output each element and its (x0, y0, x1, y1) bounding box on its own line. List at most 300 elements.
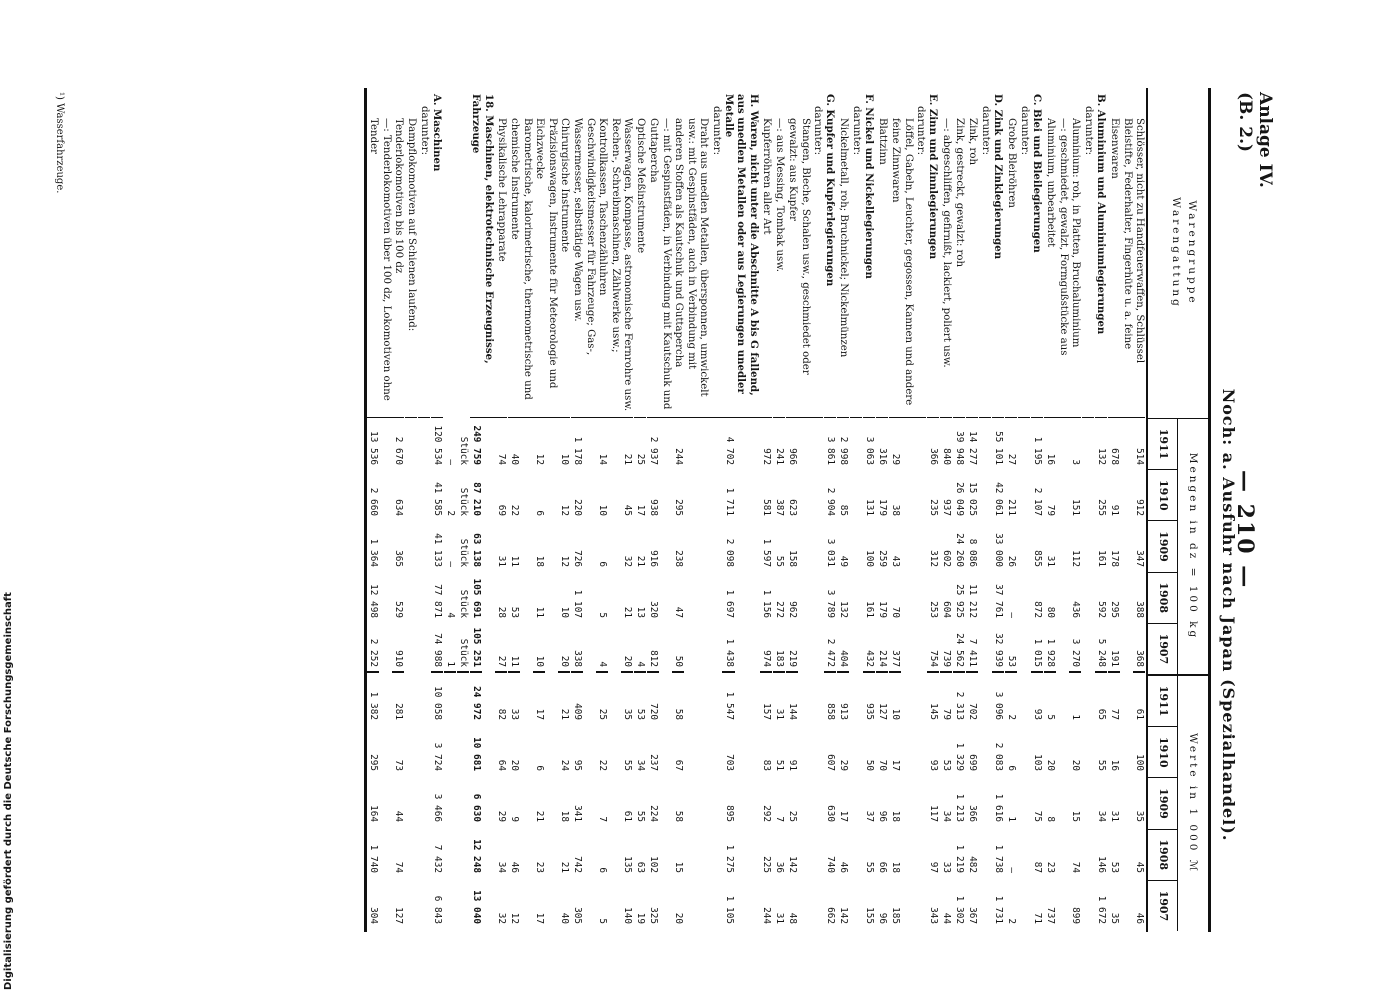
value-cell: 145 (928, 703, 940, 720)
row-label: Geschwindigkeitsmesser für Fahrzeuge; Gas-, Wassermesser, selbsttätige Wagen usw. (571, 88, 596, 418)
value-cell: 35 (1109, 912, 1121, 924)
quantity-cell: 49 (838, 555, 850, 567)
quantity-cell: 33 000 (993, 533, 1005, 567)
table-row (710, 88, 723, 932)
quantity-cell: 404 (837, 622, 850, 673)
value-cell: 35 (1134, 810, 1146, 822)
quantity-cell: 183 (773, 622, 786, 673)
quantity-cell: 43 (890, 555, 902, 567)
row-label: Präzisionswagen, Instrumente für Meteorologie und Eichzwecke (533, 88, 558, 418)
value-cell: 93 (928, 759, 940, 771)
quantity-cell: 87 210 (471, 482, 483, 516)
value-cell: 50 (864, 759, 876, 771)
value-cell: 135 (622, 856, 634, 873)
quantity-cell: 3 031 (825, 538, 837, 567)
row-label: G. Kupfer und Kupferlegierungen (824, 88, 837, 418)
row-label: C. Blei und Bleilegierungen (1031, 88, 1044, 418)
table-row (1082, 88, 1095, 932)
row-label: darunter: (979, 88, 992, 418)
value-cell: 720 (648, 703, 660, 720)
quantity-cell: 4 (596, 622, 609, 673)
quantity-cell: 91 (1109, 504, 1121, 516)
quantity-cell: 74 (496, 453, 508, 465)
value-cell: 24 (559, 759, 571, 771)
table-row (760, 88, 773, 932)
value-cell: 1 382 (368, 691, 380, 720)
value-cell: 146 (1096, 856, 1108, 873)
value-cell: 24 972 (471, 686, 483, 720)
quantity-cell: 17 (635, 504, 647, 516)
quantity-cell: 529 (393, 601, 405, 618)
table-row (367, 88, 392, 932)
value-cell: 2 083 (993, 742, 1005, 771)
value-cell: 75 (1032, 810, 1044, 822)
value-cell: 63 (635, 861, 647, 873)
value-cell: 31 (774, 708, 786, 720)
value-cell: 34 (496, 861, 508, 873)
year-col: 1911 (1148, 419, 1177, 470)
quantity-cell: 26 (1006, 555, 1018, 567)
quantity-cell: 214 (876, 622, 889, 673)
value-cell: 18 (559, 810, 571, 822)
value-cell: 37 (864, 810, 876, 822)
row-label: Draht aus unedlen Metallen, übersponnen, umwickelt usw.: mit Gespinstfäden, auch in Verbindung mit anderen Stoffen als Kautschuk und Guttapercha (672, 88, 710, 418)
quantity-cell: 10 (559, 606, 571, 618)
quantity-cell: 255 (1096, 499, 1108, 516)
value-cell: 7 (597, 816, 609, 822)
table-row (811, 88, 824, 932)
quantity-cell: 937 (941, 499, 953, 516)
quantity-cell: 365 (393, 550, 405, 567)
value-cell: 32 (496, 912, 508, 924)
row-label: Stangen, Bleche, Schalen usw., geschmiedet oder gewalzt: aus Kupfer (786, 88, 811, 418)
value-cell: 15 (1070, 810, 1082, 822)
quantity-cell: 69 (496, 504, 508, 516)
data-table (364, 88, 1211, 932)
quantity-cell: 295 (1109, 601, 1121, 618)
value-cell: 58 (673, 810, 685, 822)
quantity-cell: 219 (786, 622, 799, 673)
quantity-cell: 10 (533, 622, 546, 673)
value-cell: 2 (1006, 714, 1018, 720)
quantity-cell: 12 (559, 555, 571, 567)
value-cell: 1 547 (724, 691, 735, 720)
year-col: 1909 (1148, 778, 1177, 829)
quantity-cell: 31 (496, 555, 508, 567)
quantity-cell: 2 998 (838, 436, 850, 465)
table-row (431, 88, 444, 932)
quantity-cell: 726 (572, 550, 584, 567)
value-cell: 10 681 (471, 737, 483, 771)
quantity-cell: 235 (928, 499, 940, 516)
quantity-cell: 6 (534, 510, 546, 516)
quantity-cell: 3 789 (825, 589, 837, 618)
value-cell: 935 (864, 703, 876, 720)
table-row (786, 88, 811, 932)
value-cell: 366 (967, 805, 979, 822)
quantity-cell: 377 (889, 622, 902, 673)
value-cell: 1 302 (954, 895, 966, 924)
value-cell: 55 (622, 759, 634, 771)
quantity-cell: 21 (622, 606, 634, 618)
quantity-cell: 1 195 (1032, 436, 1044, 465)
row-label: Tenderlokomotiven bis 100 dz (392, 88, 405, 418)
value-cell: 913 (838, 703, 850, 720)
row-label: Wasserwagen, Kompasse, astronomische Fernrohre usw. (621, 88, 634, 418)
row-label: Physikalische Lehrapparate (495, 88, 508, 418)
quantity-cell: 37 761 (993, 584, 1005, 618)
row-label: Zink, gestreckt, gewalzt: roh (953, 88, 966, 418)
quantity-cell: 1 364 (368, 538, 380, 567)
value-cell: 144 (787, 703, 799, 720)
value-cell: 343 (928, 907, 940, 924)
quantity-cell: 28 (496, 606, 508, 618)
quantity-cell: 366 (928, 448, 940, 465)
value-cell: 55 (864, 861, 876, 873)
quantity-cell: 2 937 (648, 436, 660, 465)
table-row (418, 88, 431, 932)
value-cell: 44 (393, 810, 405, 822)
table-row (914, 88, 927, 932)
value-cell: 295 (368, 754, 380, 771)
row-label: —: aus Messing, Tombak usw. (773, 88, 786, 418)
quantity-cell: 32 (622, 555, 634, 567)
quantity-cell: 1 697 (724, 589, 735, 618)
value-cell: 185 (890, 907, 902, 924)
quantity-cell: 151 (1070, 499, 1082, 516)
table-row (405, 88, 418, 932)
value-cell: 703 (724, 754, 735, 771)
quantity-cell: 26 049 (954, 482, 966, 516)
quantity-cell: 55 (774, 555, 786, 567)
value-cell: 87 (1032, 861, 1044, 873)
quantity-cell: 42 061 (993, 482, 1005, 516)
value-cell: 7 432 (432, 844, 444, 873)
table-row (1031, 88, 1044, 932)
quantity-cell: 912 (1134, 499, 1146, 516)
quantity-cell: 2 (445, 510, 457, 516)
value-cell: 66 (877, 861, 889, 873)
value-cell: 95 (572, 759, 584, 771)
row-label: Dampflokomotiven auf Schienen laufend: (405, 88, 418, 418)
value-cell: 44 (941, 912, 953, 924)
quantity-cell: 45 (622, 504, 634, 516)
value-cell: 341 (572, 805, 584, 822)
quantity-cell: 2 660 (368, 487, 380, 516)
year-col: 1910 (1148, 727, 1177, 778)
table-row (444, 88, 457, 932)
year-col: 1908 (1148, 573, 1177, 624)
value-cell: 29 (838, 759, 850, 771)
year-col: 1908 (1148, 830, 1177, 881)
table-row (1133, 88, 1146, 932)
quantity-cell: 13 536 (368, 431, 380, 465)
quantity-cell: 25 (635, 453, 647, 465)
value-cell: 127 (877, 703, 889, 720)
value-cell: 157 (761, 703, 773, 720)
value-cell: 100 (1134, 754, 1146, 771)
quantity-cell: 85 (838, 504, 850, 516)
quantity-cell: 244 (673, 448, 685, 465)
value-cell: 40 (559, 912, 571, 924)
dfg-sidebar: Digitalisierung gefördert durch die Deutsche Forschungsgemeinschaft (3, 592, 14, 990)
value-cell: 83 (761, 759, 773, 771)
table-row (940, 88, 953, 932)
quantity-cell: 11 (534, 606, 546, 618)
quantity-cell: Stück (458, 436, 470, 465)
value-cell: 1 616 (993, 793, 1005, 822)
value-cell: 65 (1096, 708, 1108, 720)
table-row (1108, 88, 1133, 932)
value-cell: 20 (1045, 759, 1057, 771)
quantity-cell: 316 (877, 448, 889, 465)
value-cell: 22 (597, 759, 609, 771)
quantity-cell: 1 (444, 622, 457, 673)
table-row (508, 88, 533, 932)
quantity-cell: 77 871 (432, 584, 444, 618)
quantity-cell: 220 (572, 499, 584, 516)
quantity-cell: 41 585 (432, 482, 444, 516)
value-cell: 18 (890, 861, 902, 873)
value-cell: 2 (1006, 918, 1018, 924)
table-row (1005, 88, 1018, 932)
header-goods (1148, 88, 1208, 419)
value-cell: 74 (1070, 861, 1082, 873)
value-cell: 82 (496, 708, 508, 720)
header-values (1148, 676, 1208, 931)
row-label: darunter: (914, 88, 927, 418)
quantity-cell: 238 (673, 550, 685, 567)
value-cell: 224 (648, 805, 660, 822)
value-cell: 18 (890, 810, 902, 822)
quantity-cell: 387 (774, 499, 786, 516)
year-col: 1907 (1157, 633, 1170, 665)
row-label: F. Nickel und Nickellegierungen (863, 88, 876, 418)
value-cell: 3 096 (993, 691, 1005, 720)
row-label: darunter: (1018, 88, 1031, 418)
table-body (367, 88, 1146, 932)
value-cell: 6 843 (432, 895, 444, 924)
quantity-cell: 272 (774, 601, 786, 618)
quantity-cell: 38 (890, 504, 902, 516)
annex-label (1235, 92, 1275, 188)
value-cell: 67 (673, 759, 685, 771)
row-label: Grobe Bleiröhren (1005, 88, 1018, 418)
quantity-cell: 916 (648, 550, 660, 567)
quantity-cell: 592 (1096, 601, 1108, 618)
quantity-cell: 50 (672, 622, 685, 673)
quantity-cell: 158 (787, 550, 799, 567)
table-row (863, 88, 876, 932)
year-col: 1911 (1148, 676, 1177, 727)
quantity-cell: 10 (559, 453, 571, 465)
value-cell: 895 (724, 805, 735, 822)
quantity-cell: 581 (761, 499, 773, 516)
value-cell: 305 (572, 907, 584, 924)
quantity-cell: 938 (648, 499, 660, 516)
quantity-cell: 602 (941, 550, 953, 567)
table-row (533, 88, 558, 932)
value-cell: 55 (1096, 759, 1108, 771)
value-cell: 142 (787, 856, 799, 873)
row-label: Chirurgische Instrumente (558, 88, 571, 418)
value-cell: 45 (1134, 861, 1146, 873)
quantity-cell: 53 (509, 606, 521, 618)
quantity-cell: 16 (1045, 453, 1057, 465)
quantity-cell: 21 (622, 453, 634, 465)
quantity-cell: 211 (1006, 499, 1018, 516)
table-row (1018, 88, 1031, 932)
table-row (953, 88, 966, 932)
table-row (723, 88, 761, 932)
value-cell: 35 (622, 708, 634, 720)
quantity-cell: 39 948 (954, 431, 966, 465)
table-row (966, 88, 979, 932)
row-label: —: mit Gespinstfäden, in Verbindung mit Kautschuk und Guttapercha (647, 88, 672, 418)
row-label: darunter: (418, 88, 431, 418)
row-label: Schlösser, nicht zu Handfeuerwaffen, Schlüssel (1133, 88, 1146, 418)
value-cell: 17 (838, 810, 850, 822)
table-row (558, 88, 571, 932)
quantity-cell: 100 (864, 550, 876, 567)
quantity-cell: 2 098 (724, 538, 735, 567)
quantity-cell: 70 (890, 606, 902, 618)
quantity-cell: 179 (877, 601, 889, 618)
value-cell: 34 (1096, 810, 1108, 822)
value-cell: 1 (1070, 714, 1082, 720)
quantity-cell: 514 (1134, 448, 1146, 465)
quantity-cell: 2 472 (824, 622, 837, 673)
quantity-cell: 53 (1005, 622, 1018, 673)
value-cell: 23 (1045, 861, 1057, 873)
quantity-cell: 4 (445, 612, 457, 618)
value-cell: 16 (1109, 759, 1121, 771)
quantity-cell: 241 (774, 448, 786, 465)
value-cell: 33 (941, 861, 953, 873)
year-col: 1907 (1157, 890, 1170, 922)
quantity-cell: 2 670 (393, 436, 405, 465)
quantity-cell: 1 178 (572, 436, 584, 465)
quantity-cell: 249 759 (471, 425, 483, 465)
value-cell: 281 (393, 703, 405, 720)
quantity-cell: 24 562 (953, 622, 966, 673)
table-row (876, 88, 889, 932)
quantity-cell: 161 (864, 601, 876, 618)
row-label: —: abgeschliffen, gefirnißt, lackiert, poliert usw. (940, 88, 953, 418)
quantity-cell: 872 (1032, 601, 1044, 618)
value-cell: 17 (890, 759, 902, 771)
quantity-years (1148, 419, 1177, 674)
value-cell: 91 (787, 759, 799, 771)
value-cell: 20 (673, 912, 685, 924)
value-cell: 3 466 (432, 793, 444, 822)
quantity-cell: 312 (928, 550, 940, 567)
value-cell: 46 (509, 861, 521, 873)
quantity-cell: Stück (458, 589, 470, 618)
row-label: darunter: (1082, 88, 1095, 418)
value-cell: 46 (1134, 912, 1146, 924)
quantity-cell: 11 212 (967, 584, 979, 618)
table-header (1146, 88, 1208, 932)
value-cell: 630 (825, 805, 837, 822)
value-cell: 12 248 (471, 839, 483, 873)
table-row (927, 88, 940, 932)
page-number: — 210 — (1232, 470, 1258, 590)
quantity-cell: 2 252 (367, 622, 380, 673)
value-cell: 20 (509, 759, 521, 771)
value-cell: 742 (572, 856, 584, 873)
year-col: 1910 (1148, 470, 1177, 521)
value-cell: 482 (967, 856, 979, 873)
row-label: Barometrische, kalorimetrische, thermometrische und chemische Instrumente (508, 88, 533, 418)
row-label: 18. Maschinen, elektrotechnische Erzeugnisse, Fahrzeuge (470, 88, 495, 418)
quantity-cell: 29 (890, 453, 902, 465)
value-cell: 9 (509, 816, 521, 822)
quantity-cell: 41 133 (432, 533, 444, 567)
value-cell: 1 672 (1096, 895, 1108, 924)
value-cell: 1 105 (724, 895, 735, 924)
value-cell: 31 (1109, 810, 1121, 822)
value-cell: 53 (1109, 861, 1121, 873)
quantity-cell: 8 086 (967, 538, 979, 567)
quantity-cell: 31 (1045, 555, 1057, 567)
value-cell: 1 731 (993, 895, 1005, 924)
quantity-cell: 1 438 (723, 622, 736, 673)
value-cell: 662 (825, 907, 837, 924)
quantity-cell: 1 928 (1044, 622, 1057, 673)
table-row (470, 88, 495, 932)
value-cell: 6 (1006, 765, 1018, 771)
quantity-cell: 25 925 (954, 584, 966, 618)
row-label: Optische Meßinstrumente (634, 88, 647, 418)
table-row (837, 88, 850, 932)
annex-sub: (B. 2.) (1235, 92, 1255, 153)
quantity-cell: 2 107 (1032, 487, 1044, 516)
value-cell: 73 (393, 759, 405, 771)
value-cell: 858 (825, 703, 837, 720)
quantity-cell: 6 (597, 561, 609, 567)
quantity-cell: 972 (761, 448, 773, 465)
value-cell: 70 (877, 759, 889, 771)
quantity-cell: 1 107 (572, 589, 584, 618)
value-cell: 71 (1032, 912, 1044, 924)
quantity-cell: 604 (941, 601, 953, 618)
quantity-cell: 32 939 (992, 622, 1005, 673)
quantity-cell: 79 (1045, 504, 1057, 516)
quantity-cell: 191 (1108, 622, 1121, 673)
value-cell: 55 (635, 810, 647, 822)
quantity-cell: 20 (558, 622, 571, 673)
value-cell: 96 (877, 810, 889, 822)
quantity-cell: 63 138 (471, 533, 483, 567)
row-label: A. Maschinen (431, 88, 444, 418)
value-cell: 10 (890, 708, 902, 720)
value-cell: 1 738 (993, 844, 1005, 873)
header-group-label: Warengruppe (1186, 200, 1198, 306)
row-label: Aluminium: roh, in Platten, Bruchaluminium (1069, 88, 1082, 418)
value-cell: 61 (622, 810, 634, 822)
value-cell: 7 (774, 816, 786, 822)
quantity-cell: — (1006, 612, 1018, 618)
quantity-cell: 14 (597, 453, 609, 465)
value-cell: 31 (774, 912, 786, 924)
value-cell: 607 (825, 754, 837, 771)
value-cell: 58 (673, 708, 685, 720)
value-cell: 48 (787, 912, 799, 924)
value-cell: 140 (622, 907, 634, 924)
value-cell: 1 (1006, 816, 1018, 822)
value-cell: 702 (967, 703, 979, 720)
